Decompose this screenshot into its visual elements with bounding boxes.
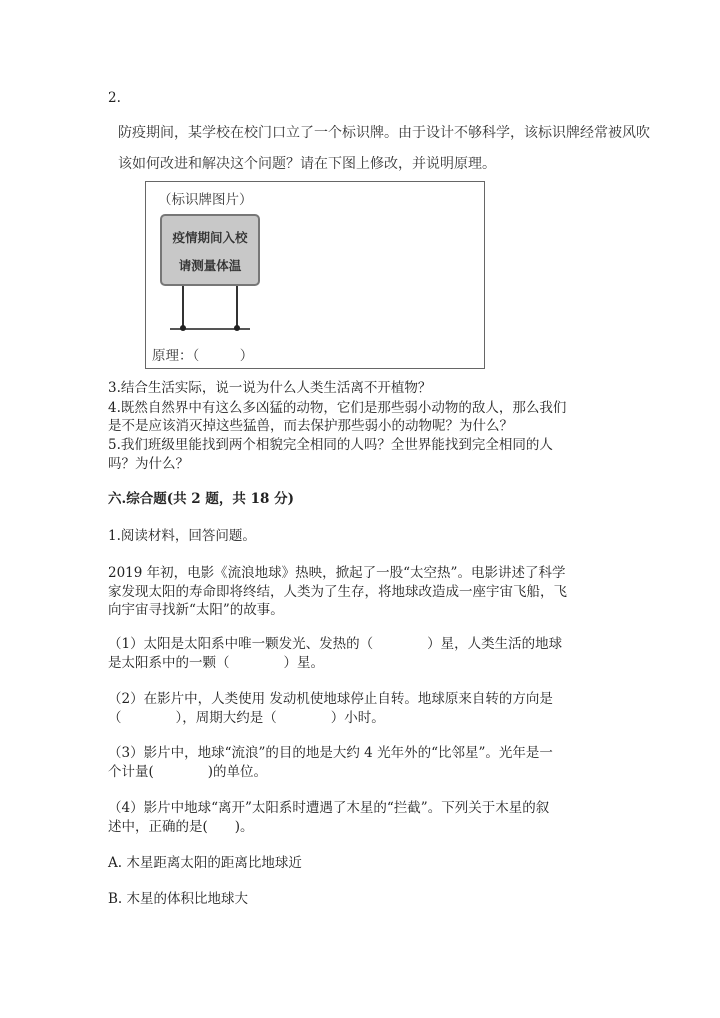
question-4-line2: 是不是应该消灭掉这些猛兽，而去保护那些弱小的动物呢？为什么？ — [108, 418, 513, 434]
sign-post-right — [236, 286, 238, 328]
question-2-text-line2: 该如何改进和解决这个问题？请在下图上修改，并说明原理。 — [118, 156, 496, 172]
passage-line1: 2019 年初，电影《流浪地球》热映，掀起了一股“太空热”。电影讲述了科学 — [108, 565, 566, 581]
sub-question-4-line1: （4）影片中地球“离开”太阳系时遭遇了木星的“拦截”。下列关于木星的叙 — [108, 800, 550, 816]
sign-text-line1: 疫情期间入校 — [172, 230, 248, 245]
sub-question-3-line1: （3）影片中，地球“流浪”的目的地是大约 4 光年外的“比邻星”。光年是一 — [108, 745, 553, 761]
sub-question-1-line1: （1）太阳是太阳系中唯一颗发光、发热的（ ）星，人类生活的地球 — [108, 636, 563, 652]
post-base-left — [180, 325, 186, 331]
sub-question-2-line1: （2）在影片中，人类使用 发动机使地球停止自转。地球原来自转的方向是 — [108, 691, 553, 707]
sign-text-line2: 请测量体温 — [178, 258, 242, 273]
question-2-number: 2. — [108, 90, 121, 106]
section-6-q1-title: 1.阅读材料，回答问题。 — [108, 528, 256, 544]
option-b: B. 木星的体积比地球大 — [108, 891, 249, 907]
sub-question-1-line2: 是太阳系中的一颗（ ）星。 — [108, 655, 324, 671]
section-6-heading: 六.综合题(共 2 题，共 18 分) — [108, 491, 294, 507]
question-3: 3.结合生活实际，说一说为什么人类生活离不开植物？ — [108, 380, 432, 396]
sign-post-left — [182, 286, 184, 328]
question-5-line2: 吗？为什么？ — [108, 456, 189, 472]
sub-question-3-line2: 个计量( )的单位。 — [108, 764, 268, 780]
figure-principle: 原理：（ ） — [152, 348, 254, 364]
question-5-line1: 5.我们班级里能找到两个相貌完全相同的人吗？全世界能找到完全相同的人 — [108, 437, 553, 453]
figure-caption: （标识牌图片） — [158, 192, 253, 208]
passage-line2: 家发现太阳的寿命即将终结，人类为了生存，将地球改造成一座宇宙飞船，飞 — [108, 584, 567, 600]
passage-line3: 向宇宙寻找新“太阳”的故事。 — [108, 602, 284, 618]
option-a: A. 木星距离太阳的距离比地球近 — [108, 855, 302, 871]
question-2-text-line1: 防疫期间，某学校在校门口立了一个标识牌。由于设计不够科学，该标识牌经常被风吹 — [118, 125, 650, 141]
sign-board-illustration — [160, 214, 260, 286]
post-base-right — [234, 325, 240, 331]
question-4-line1: 4.既然自然界中有这么多凶猛的动物，它们是那些弱小动物的敌人，那么我们 — [108, 400, 567, 416]
sub-question-4-line2: 述中，正确的是( )。 — [108, 819, 254, 835]
sub-question-2-line2: （ ），周期大约是（ ）小时。 — [108, 710, 385, 726]
sign-figure — [145, 181, 485, 369]
